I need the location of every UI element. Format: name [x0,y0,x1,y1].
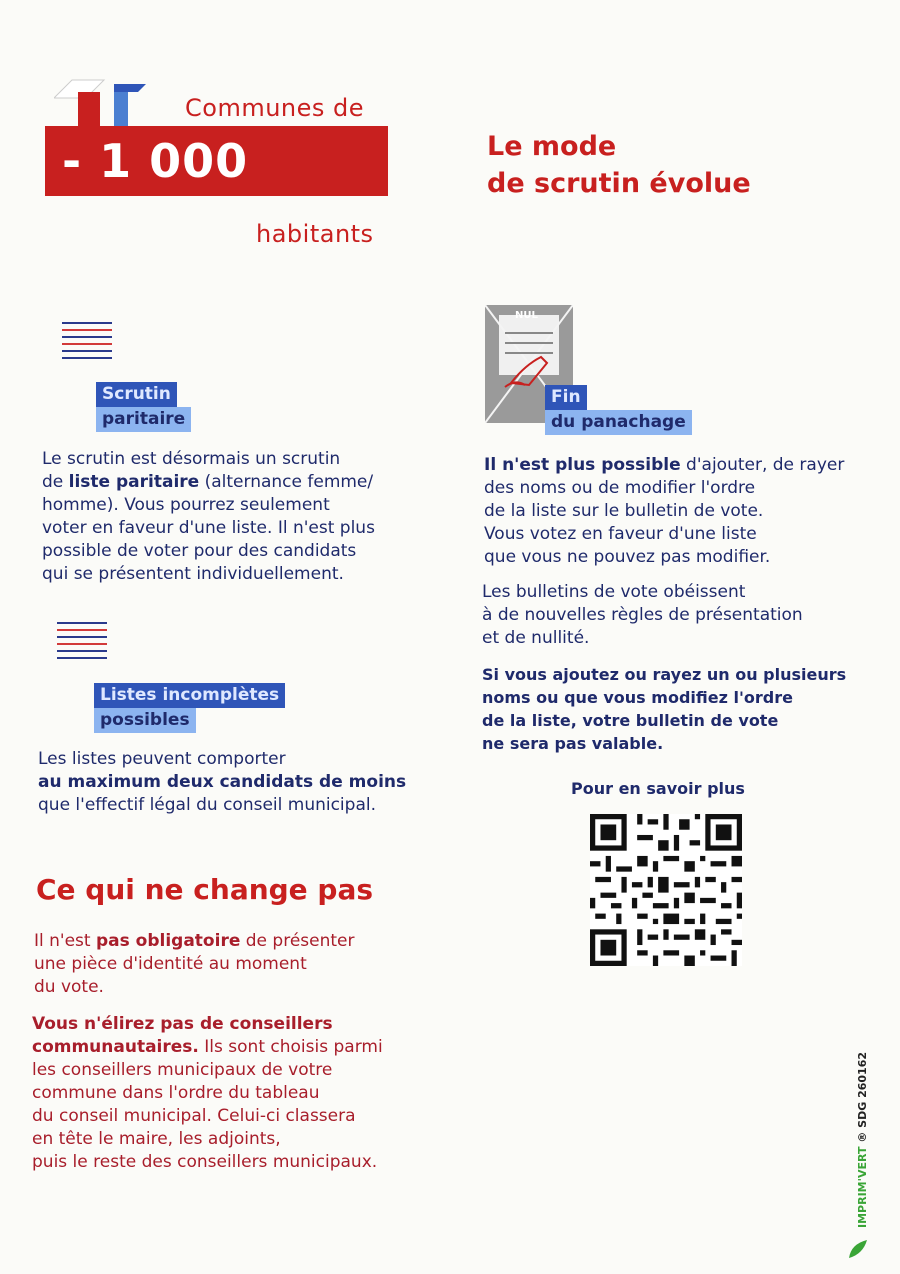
tag-fin-panachage [545,385,692,435]
text-span: Il n'est [34,931,96,951]
text-line: à de nouvelles règles de présentation [482,605,803,625]
paritaire-text [42,448,422,586]
text-line: homme). Vous pourrez seulement [42,495,330,515]
text-span: d'ajouter, de rayer [680,455,845,475]
text-span: de présenter [240,931,355,951]
text-line [34,930,434,953]
imprim-vert-label [856,1052,869,1228]
tag-line2: possibles [94,708,196,733]
tag-line2: du panachage [545,410,692,435]
more-info-label: Pour en savoir plus [571,779,745,798]
text-span: de [42,472,69,492]
text-line: du vote. [34,977,104,997]
panachage-text-a [484,454,884,569]
unchanged-text-b [32,1013,442,1174]
tag-line2: paritaire [96,407,191,432]
header-line1: Communes de [185,94,365,122]
tag-line1: Scrutin [96,382,177,407]
unchanged-text-a [34,930,434,999]
header-logo [40,78,390,248]
bold-span: pas obligatoire [95,931,241,951]
text-line: de la liste sur le bulletin de vote. [484,501,764,521]
imprim-text: IMPRIM'VERT [856,1146,869,1228]
text-line: commune dans l'ordre du tableau [32,1083,320,1103]
text-line: Si vous ajoutez ou rayez un ou plusieurs [482,665,847,684]
text-line: Les bulletins de vote obéissent [482,582,746,602]
text-line: en tête le maire, les adjoints, [32,1129,281,1149]
text-line: qui se présentent individuellement. [42,564,344,584]
text-line: Le scrutin est désormais un scrutin [42,449,341,469]
bold-span: au maximum deux candidats de moins [38,772,407,792]
text-line: que vous ne pouvez pas modifier. [484,547,771,567]
tag-listes-incompletes [94,683,285,733]
text-line: ne sera pas valable. [482,734,664,753]
text-line [32,1036,442,1059]
panachage-text-c [482,663,882,755]
text-line: de la liste, votre bulletin de vote [482,711,779,730]
text-line: que l'effectif légal du conseil municipal. [38,795,376,815]
registered-mark: ® [856,1131,869,1143]
tag-line1: Fin [545,385,587,410]
header-line3: habitants [256,220,374,248]
text-line: une pièce d'identité au moment [34,954,307,974]
text-line [484,454,884,477]
leaf-icon [847,1238,869,1260]
page-title [487,128,847,202]
text-line: et de nullité. [482,628,590,648]
qr-code-icon[interactable] [590,814,742,966]
text-line: puis le reste des conseillers municipaux. [32,1152,378,1172]
text-line: les conseillers municipaux de votre [32,1060,333,1080]
text-line: Les listes peuvent comporter [38,749,286,769]
bold-span: Vous n'élirez pas de conseillers [32,1014,333,1034]
text-line: des noms ou de modifier l'ordre [484,478,756,498]
text-line: voter en faveur d'une liste. Il n'est plus [42,518,375,538]
text-line: possible de voter pour des candidats [42,541,357,561]
tag-scrutin-paritaire [96,382,191,432]
text-line [32,1013,442,1036]
incompletes-text [38,748,438,817]
page-title-line2: de scrutin évolue [487,168,751,199]
stripes-icon [57,622,107,664]
stripes-icon [62,322,112,364]
text-span: Ils sont choisis parmi [198,1037,383,1057]
text-span: (alternance femme/ [199,472,374,492]
bold-span: liste paritaire [68,472,200,492]
ballot-label: NUL [515,310,538,321]
text-line: Vous votez en faveur d'une liste [484,524,757,544]
text-line [42,471,422,494]
text-line: du conseil municipal. Celui-ci classera [32,1106,356,1126]
unchanged-title: Ce qui ne change pas [36,873,374,906]
reference-text: SDG 260162 [856,1051,869,1128]
page-title-line1: Le mode [487,131,617,162]
header-big-number: - 1 000 [62,134,249,188]
tag-line1: Listes incomplètes [94,683,285,708]
text-line [38,771,438,794]
bold-span: communautaires. [32,1037,199,1057]
bold-span: Il n'est plus possible [484,455,681,475]
panachage-text-b [482,581,882,650]
text-line: noms ou que vous modifiez l'ordre [482,688,793,707]
